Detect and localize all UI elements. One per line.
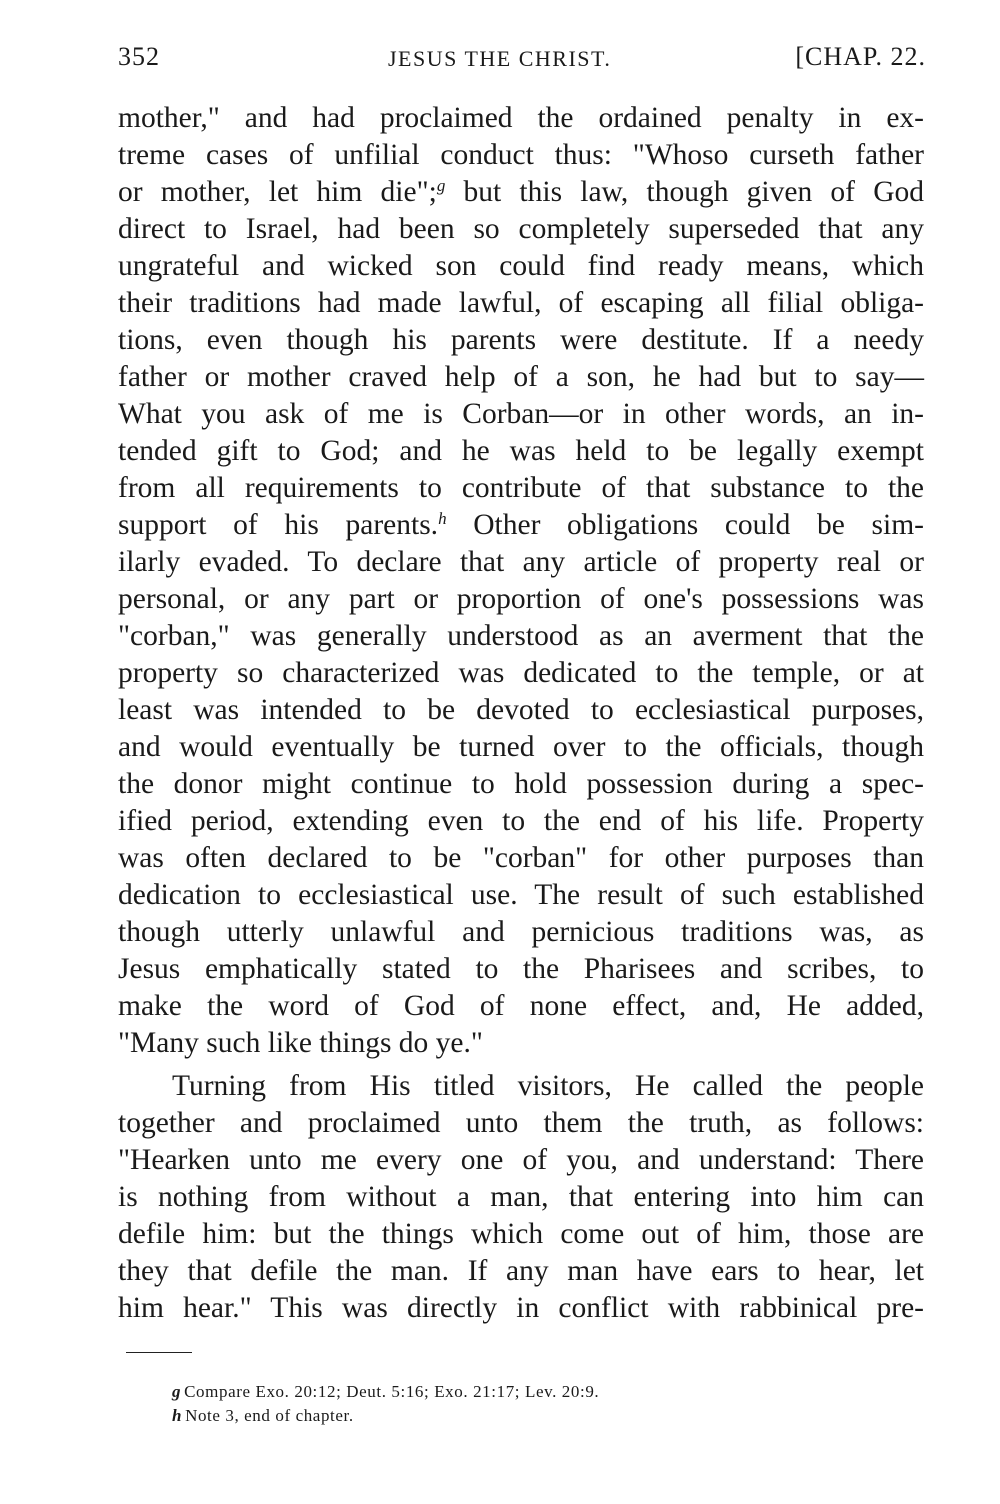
footnote-ref-h[interactable]: h (438, 509, 447, 528)
text-line: "Many such like things do ye." (118, 1027, 483, 1059)
footnote-divider (126, 1352, 192, 1353)
text-line: and would eventually be turned over to the officials, though (118, 731, 924, 763)
text-line: ified period, extending even to the end of his life. Property (118, 805, 924, 837)
text-line: What you ask of me is Corban—or in other words, an in- (118, 398, 924, 430)
text-line: property so characterized was dedicated to the temple, or at (118, 657, 924, 689)
text-line: the donor might continue to hold possession during a spec- (118, 768, 924, 800)
text-line: support of his parents.$^h$ Other obligations could be sim- (118, 509, 924, 541)
text-line: ilarly evaded. To declare that any article of property real or (118, 546, 924, 578)
footnote-marker: g (172, 1382, 182, 1401)
text-line: defile him: but the things which come out of him, those are (118, 1218, 924, 1250)
text-line: or mother, let him die";$^g$ but this law, though given of God (118, 176, 924, 208)
text-line: dedication to ecclesiastical use. The result of such established (118, 879, 924, 911)
text-line: they that defile the man. If any man have ears to hear, let (118, 1255, 924, 1287)
text-line: their traditions had made lawful, of escaping all filial obliga- (118, 287, 924, 319)
text-line: least was intended to be devoted to ecclesiastical purposes, (118, 694, 924, 726)
text-line: together and proclaimed unto them the truth, as follows: (118, 1107, 924, 1139)
footnote-text: Note 3, end of chapter. (185, 1406, 354, 1425)
page-number: 352 (118, 42, 160, 71)
text-line: direct to Israel, had been so completely superseded that any (118, 213, 924, 245)
text-line: ungrateful and wicked son could find ready means, which (118, 250, 924, 282)
text-line: is nothing from without a man, that entering into him can (118, 1181, 924, 1213)
text-line: was often declared to be "corban" for other purposes than (118, 842, 924, 874)
body-text (118, 100, 924, 1327)
text-line: father or mother craved help of a son, he had but to say— (118, 361, 924, 393)
footnote-ref-g[interactable]: g (436, 176, 446, 195)
text-line: from all requirements to contribute of that substance to the (118, 472, 924, 504)
footnotes (172, 1380, 599, 1428)
text-line: mother," and had proclaimed the ordained penalty in ex- (118, 102, 924, 134)
text-line: tended gift to God; and he was held to be legally exempt (118, 435, 924, 467)
text-line: personal, or any part or proportion of one's possessions was (118, 583, 924, 615)
text-line: "Hearken unto me every one of you, and understand: There (118, 1144, 924, 1176)
footnote-marker: h (172, 1406, 183, 1425)
text-line: treme cases of unfilial conduct thus: "Whoso curseth father (118, 139, 924, 171)
footnote-g (172, 1380, 599, 1404)
running-header (118, 42, 926, 82)
text-line: "corban," was generally understood as an averment that the (118, 620, 924, 652)
text-line: Jesus emphatically stated to the Pharisees and scribes, to (118, 953, 924, 985)
text-line: though utterly unlawful and pernicious traditions was, as (118, 916, 924, 948)
footnote-h (172, 1404, 599, 1428)
chapter-label: [CHAP. 22. (795, 42, 926, 71)
text-line: him hear." This was directly in conflict with rabbinical pre- (118, 1292, 924, 1324)
text-line: tions, even though his parents were destitute. If a needy (118, 324, 924, 356)
footnote-text: Compare Exo. 20:12; Deut. 5:16; Exo. 21:17; Lev. 20:9. (184, 1382, 600, 1401)
running-title: JESUS THE CHRIST. (388, 46, 612, 71)
text-line: make the word of God of none effect, and, He added, (118, 990, 924, 1022)
text-line: Turning from His titled visitors, He called the people (172, 1070, 924, 1102)
